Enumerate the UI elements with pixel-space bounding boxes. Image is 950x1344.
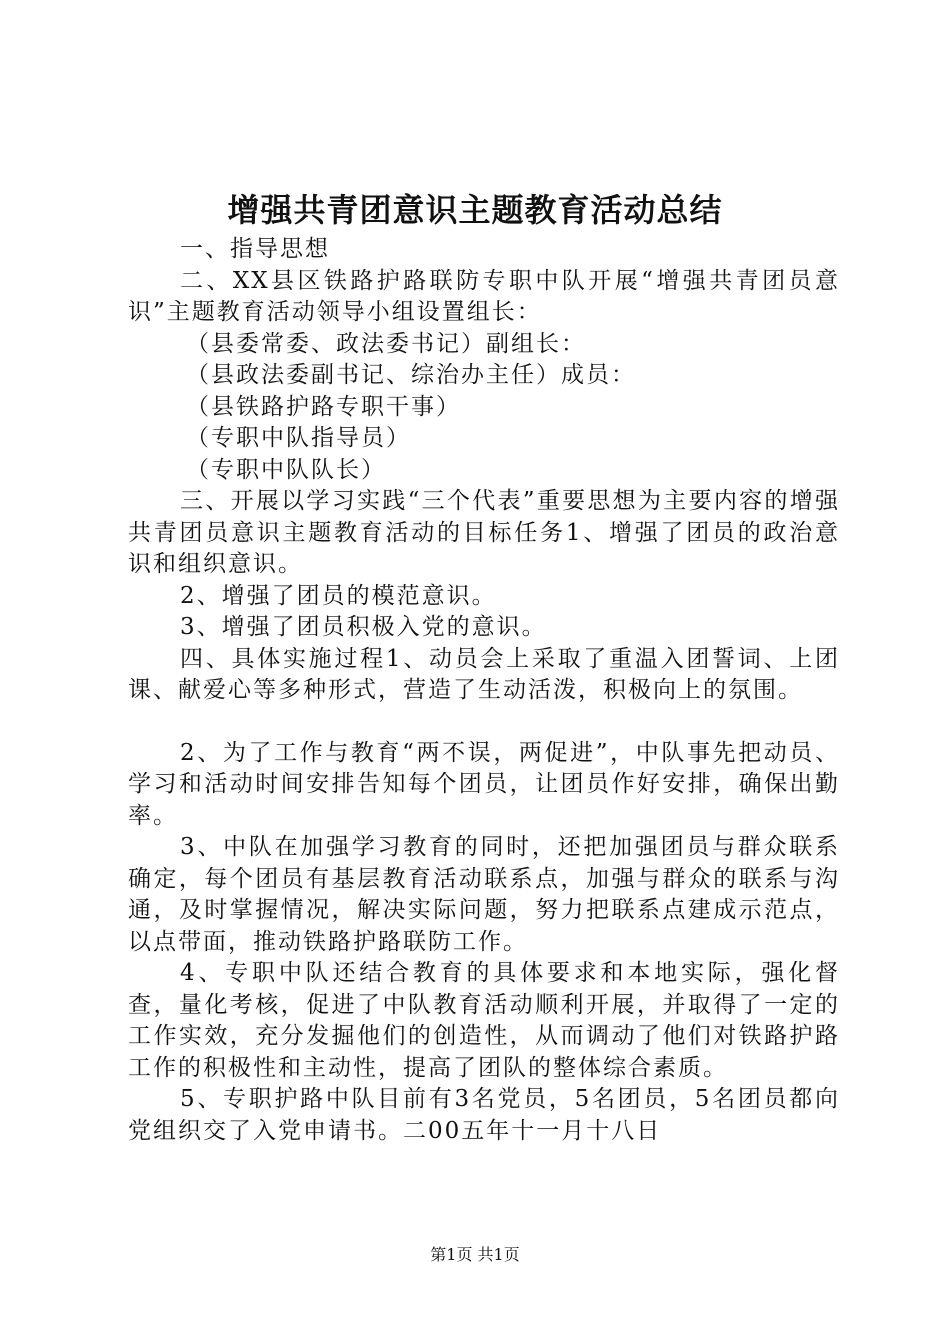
paragraph-implementation-1: 四、具体实施过程1、动员会上采取了重温入团誓词、上团课、献爱心等多种形式，营造了生动活泼，积极向上的氛围。 [128, 645, 840, 703]
paragraph-railway-officer: （县铁路护路专职干事） [186, 393, 461, 420]
paragraph-spacer [128, 707, 840, 738]
paragraph-deputy-leader: （县委常委、政法委书记）副组长： [186, 330, 586, 357]
paragraph-leadership-group: 二、XX县区铁路护路联防专职中队开展“增强共青团员意识”主题教育活动领导小组设置组长： [128, 267, 840, 325]
paragraph-implementation-5: 5、专职护路中队目前有3名党员，5名团员，5名团员都向党组织交了入党申请书。二00五年十一月十八日 [128, 1086, 840, 1144]
paragraph-implementation-4: 4、专职中队还结合教育的具体要求和本地实际，强化督查，量化考核，促进了中队教育活动顺利开展，并取得了一定的工作实效，充分发掘他们的创造性，从而调动了他们对铁路护路工作的积极性和主动性，提高了团队的整体综合素质。 [128, 960, 840, 1081]
paragraph-implementation-2: 2、为了工作与教育“两不误，两促进”，中队事先把动员、学习和活动时间安排告知每个团员，让团员作好安排，确保出勤率。 [128, 739, 840, 829]
page-number-footer: 第1页 共1页 [430, 1245, 520, 1264]
paragraph-goal-3: 3、增强了团员积极入党的意识。 [180, 614, 547, 640]
document-title: 增强共青团意识主题教育活动总结 [227, 191, 723, 229]
paragraph-guiding-thought: 一、指导思想 [180, 236, 330, 262]
document-body [128, 234, 840, 1147]
paragraph-goal-2: 2、增强了团员的模范意识。 [180, 582, 497, 609]
paragraph-captain: （专职中队队长） [186, 456, 386, 483]
paragraph-goals: 三、开展以学习实践“三个代表”重要思想为主要内容的增强共青团员意识主题教育活动的目标任务1、增强了团员的政治意识和组织意识。 [128, 488, 840, 577]
paragraph-implementation-3: 3、中队在加强学习教育的同时，还把加强团员与群众联系确定，每个团员有基层教育活动联系点，加强与群众的联系与沟通，及时掌握情况，解决实际问题，努力把联系点建成示范点，以点带面，推动铁路护路联防工作。 [128, 834, 840, 955]
paragraph-instructor: （专职中队指导员） [186, 425, 411, 451]
paragraph-members: （县政法委副书记、综治办主任）成员： [186, 362, 636, 388]
